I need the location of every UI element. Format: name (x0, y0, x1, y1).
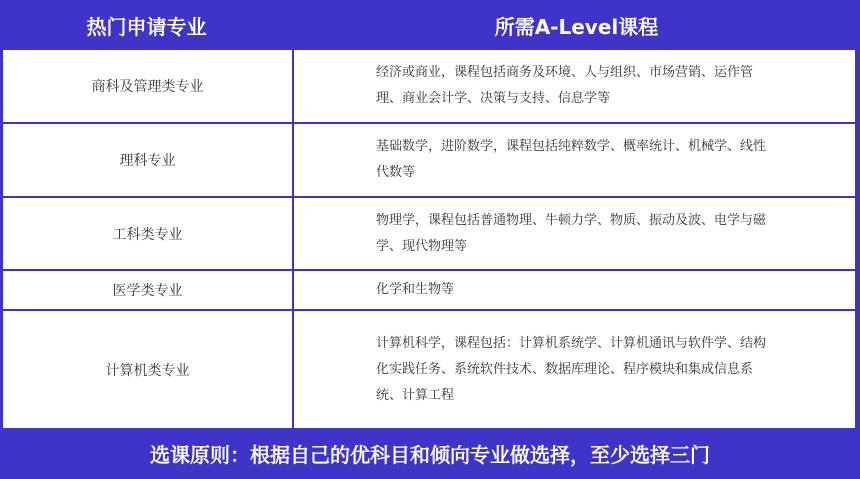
selection-principle-footer: 选课原则：根据自己的优科目和倾向专业做选择，至少选择三门 (0, 428, 860, 479)
courses-text: 物理学，课程包括普通物理、牛顿力学、物质、振动及波、电学与磁学、现代物理等 (376, 212, 767, 254)
courses-text: 基础数学，进阶数学，课程包括纯粹数学、概率统计、机械学、线性代数等 (376, 139, 767, 180)
major-cell: 商科及管理类专业 (91, 79, 204, 95)
courses-text: 计算机科学，课程包括：计算机系统学、计算机通讯与软件学、结构化实践任务、系统软件技术、数据库理论、程序模块和集成信息系统、计算工程 (376, 335, 767, 403)
courses-cell (294, 198, 855, 269)
courses-cell (294, 311, 855, 428)
courses-cell (294, 271, 855, 309)
table-row (0, 50, 860, 122)
table-header (0, 0, 860, 50)
header-popular-majors: 热门申请专业 (86, 14, 207, 39)
table-row (0, 124, 860, 196)
table-row (0, 271, 860, 309)
courses-cell (294, 124, 855, 196)
major-cell: 计算机类专业 (105, 362, 190, 379)
table-row (0, 311, 860, 428)
courses-text: 经济或商业，课程包括商务及环境、人与组织、市场营销、运作管理、商业会计学、决策与支持、信息学等 (376, 65, 754, 106)
major-cell: 工科类专业 (112, 226, 183, 243)
courses-text: 化学和生物等 (376, 282, 455, 297)
courses-cell (294, 50, 855, 122)
major-cell: 理科专业 (119, 153, 176, 169)
major-cell: 医学类专业 (112, 283, 183, 299)
header-required-courses: 所需A-Level课程 (494, 14, 659, 39)
table-row (0, 198, 860, 269)
